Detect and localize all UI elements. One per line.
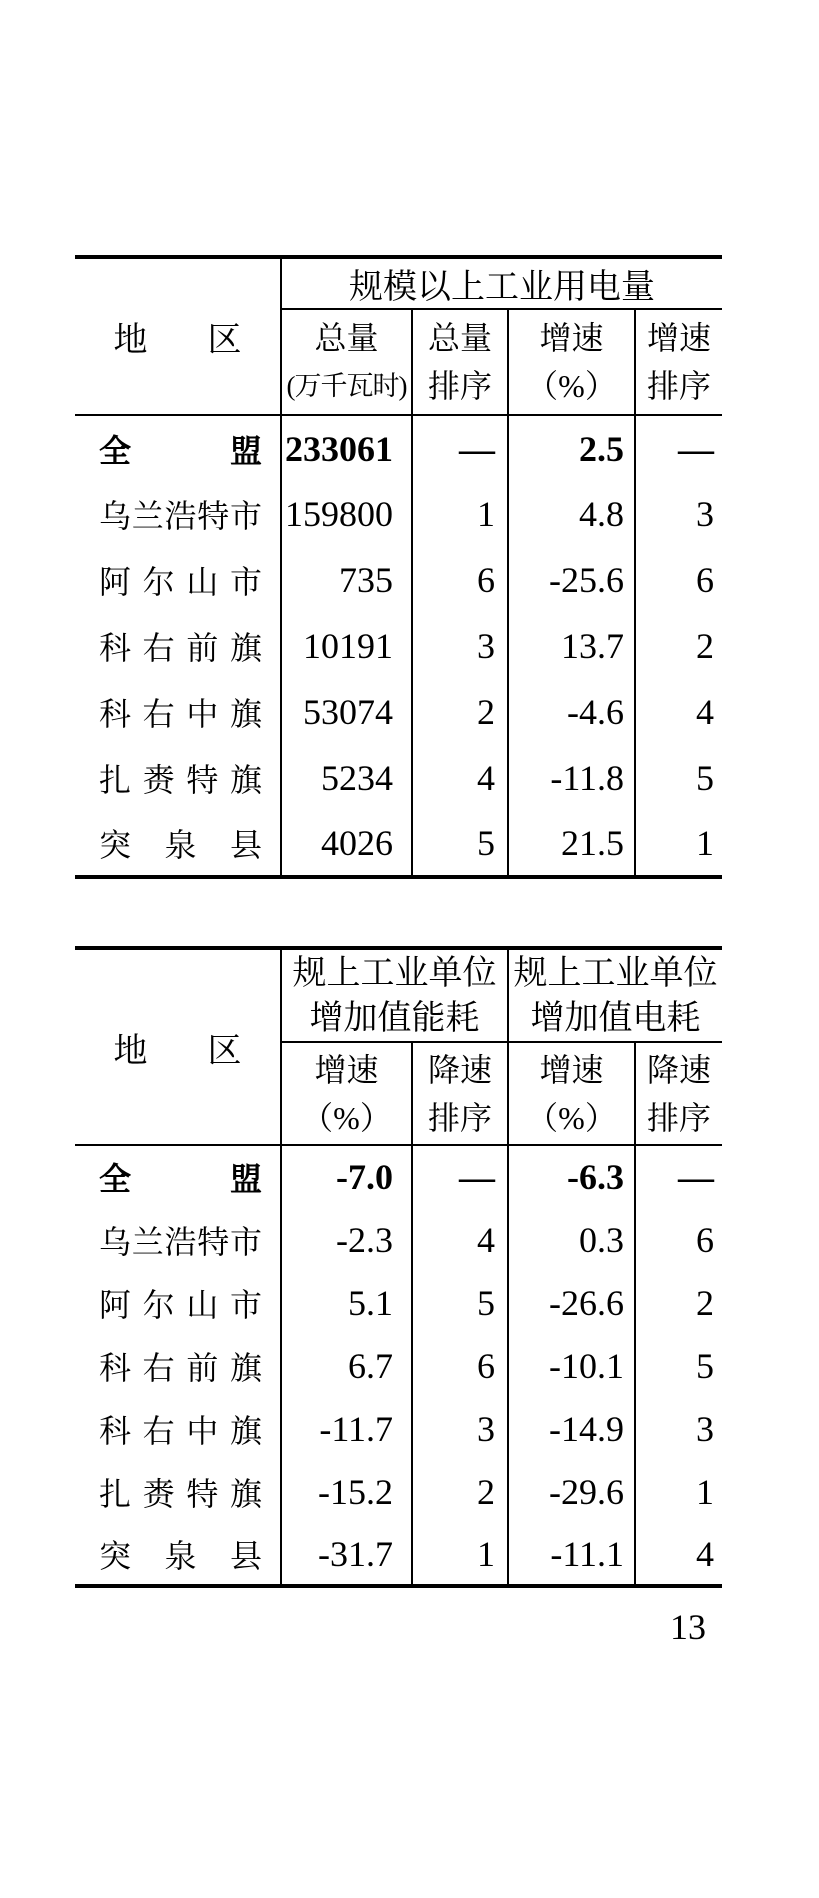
value-cell: 3 bbox=[412, 1397, 508, 1460]
region-char: 尔 bbox=[142, 1286, 175, 1323]
region-char: 区 bbox=[207, 322, 242, 359]
region-name bbox=[75, 689, 280, 735]
value-cell: 53074 bbox=[281, 679, 412, 745]
region-char: 兰 bbox=[131, 1223, 164, 1260]
value-cell: 5 bbox=[412, 1271, 508, 1334]
region-char: 旗 bbox=[229, 630, 262, 666]
value-cell: 10191 bbox=[281, 613, 412, 679]
table2-group-header-row bbox=[75, 948, 722, 1042]
table-row bbox=[75, 745, 722, 811]
region-char: 扎 bbox=[99, 762, 132, 798]
col-header-total bbox=[281, 309, 412, 415]
col-header-line1: 总量 bbox=[427, 320, 492, 356]
region-char: 县 bbox=[229, 1537, 262, 1574]
region-char: 兰 bbox=[131, 498, 164, 534]
value-cell: 1 bbox=[696, 1471, 714, 1512]
value-cell: 5.1 bbox=[281, 1271, 412, 1334]
region-name-cell bbox=[75, 745, 281, 811]
region-name-cell bbox=[75, 1208, 281, 1271]
col-header-line1: 增速 bbox=[539, 1051, 604, 1088]
col-header-electricity-growth bbox=[508, 1042, 635, 1145]
region-char: 阿 bbox=[99, 564, 132, 600]
value-cell: -4.6 bbox=[508, 679, 635, 745]
region-name-cell bbox=[75, 1523, 281, 1586]
value-cell: -6.3 bbox=[508, 1145, 635, 1208]
table1-body bbox=[75, 415, 722, 877]
value-cell: 1 bbox=[412, 1523, 508, 1586]
table-row bbox=[75, 1208, 722, 1271]
value-cell: -11.1 bbox=[508, 1523, 635, 1586]
region-char: 旗 bbox=[229, 1412, 262, 1449]
region-char: 全 bbox=[99, 1161, 132, 1197]
region-name-cell bbox=[75, 1460, 281, 1523]
table1-group-title: 规模以上工业用电量 bbox=[281, 257, 722, 309]
region-char: 市 bbox=[229, 564, 262, 600]
region-name bbox=[75, 1154, 280, 1200]
value-cell: 2 bbox=[412, 1460, 508, 1523]
region-char: 特 bbox=[197, 1223, 230, 1260]
table2-group-title-energy bbox=[281, 948, 508, 1042]
value-cell: -10.1 bbox=[508, 1334, 635, 1397]
value-cell: 4 bbox=[696, 692, 714, 732]
value-cell: 2 bbox=[696, 1282, 714, 1323]
region-name bbox=[75, 491, 280, 537]
value-cell: -2.3 bbox=[281, 1208, 412, 1271]
region-char: 全 bbox=[99, 432, 132, 469]
col-header-line2: （%） bbox=[526, 368, 617, 404]
col-header-line1: 总量 bbox=[314, 320, 379, 356]
value-cell: 6 bbox=[412, 1334, 508, 1397]
table1-group-header-row bbox=[75, 257, 722, 309]
value-cell: 4 bbox=[696, 1533, 714, 1574]
value-cell: — bbox=[412, 415, 508, 481]
col-header-line2: (万千瓦时) bbox=[286, 371, 407, 401]
region-char: 泉 bbox=[164, 1537, 197, 1574]
region-char: 特 bbox=[197, 498, 230, 534]
region-name-cell bbox=[75, 547, 281, 613]
col-header-line2: 排序 bbox=[646, 1099, 711, 1136]
region-char: 阿 bbox=[99, 1286, 132, 1323]
region-char: 科 bbox=[99, 630, 132, 666]
value-cell: -26.6 bbox=[508, 1271, 635, 1334]
region-header-label bbox=[114, 312, 242, 361]
value-cell: 4 bbox=[412, 1208, 508, 1271]
region-name-cell bbox=[75, 811, 281, 877]
value-cell: 0.3 bbox=[508, 1208, 635, 1271]
value-cell: 6.7 bbox=[281, 1334, 412, 1397]
col-header-line2: （%） bbox=[301, 1099, 392, 1136]
value-cell: -15.2 bbox=[281, 1460, 412, 1523]
col-header-line1: 增速 bbox=[314, 1051, 379, 1088]
value-cell: 3 bbox=[696, 494, 714, 534]
region-name bbox=[75, 623, 280, 669]
region-char: 盟 bbox=[229, 1161, 262, 1197]
value-cell: -31.7 bbox=[281, 1523, 412, 1586]
region-char: 突 bbox=[99, 827, 132, 863]
value-cell: 5 bbox=[696, 1345, 714, 1386]
region-char: 扎 bbox=[99, 1475, 132, 1512]
value-cell: 4026 bbox=[281, 811, 412, 877]
col-header-growth-rank bbox=[635, 309, 722, 415]
region-name bbox=[75, 1406, 280, 1452]
table-row bbox=[75, 1334, 722, 1397]
region-char: 旗 bbox=[229, 696, 262, 732]
region-char: 突 bbox=[99, 1537, 132, 1574]
value-cell: 6 bbox=[696, 1219, 714, 1260]
col-header-total-rank bbox=[412, 309, 508, 415]
region-name bbox=[75, 820, 280, 866]
region-char: 旗 bbox=[229, 1349, 262, 1386]
value-cell: 2 bbox=[412, 679, 508, 745]
col-header-growth bbox=[508, 309, 635, 415]
value-cell: 3 bbox=[696, 1408, 714, 1449]
value-cell: 6 bbox=[412, 547, 508, 613]
region-name-cell bbox=[75, 1334, 281, 1397]
group-title-line2: 增加值电耗 bbox=[530, 999, 701, 1037]
col-header-line2: 排序 bbox=[646, 368, 711, 404]
region-name-cell bbox=[75, 613, 281, 679]
region-name bbox=[75, 1469, 280, 1515]
col-header-line2: （%） bbox=[526, 1099, 617, 1136]
page-number: 13 bbox=[670, 1607, 706, 1647]
table-row bbox=[75, 547, 722, 613]
table-row bbox=[75, 1460, 722, 1523]
value-cell: 6 bbox=[696, 560, 714, 600]
table-row bbox=[75, 1271, 722, 1334]
value-cell: -11.8 bbox=[508, 745, 635, 811]
region-name-cell bbox=[75, 1271, 281, 1334]
table-row bbox=[75, 1145, 722, 1208]
unit-energy-consumption-table bbox=[75, 946, 722, 1588]
col-header-electricity-rank bbox=[635, 1042, 722, 1145]
region-name bbox=[75, 755, 280, 801]
value-cell: -14.9 bbox=[508, 1397, 635, 1460]
region-char: 旗 bbox=[229, 762, 262, 798]
region-char: 旗 bbox=[229, 1475, 262, 1512]
region-char: 赉 bbox=[142, 1475, 175, 1512]
region-name bbox=[75, 426, 280, 472]
region-char: 乌 bbox=[99, 1223, 132, 1260]
value-cell: 21.5 bbox=[508, 811, 635, 877]
region-char: 右 bbox=[142, 1412, 175, 1449]
table2-group-title-electricity bbox=[508, 948, 722, 1042]
region-char: 前 bbox=[186, 630, 219, 666]
table-row bbox=[75, 613, 722, 679]
region-char: 前 bbox=[186, 1349, 219, 1386]
region-char: 市 bbox=[229, 1223, 262, 1260]
region-char: 特 bbox=[186, 762, 219, 798]
region-char: 科 bbox=[99, 696, 132, 732]
group-title-line1: 规上工业单位 bbox=[513, 954, 718, 992]
region-char: 浩 bbox=[164, 498, 197, 534]
value-cell: -7.0 bbox=[281, 1145, 412, 1208]
table-row bbox=[75, 679, 722, 745]
value-cell: 4 bbox=[412, 745, 508, 811]
region-char: 地 bbox=[113, 322, 148, 359]
value-cell: 1 bbox=[412, 481, 508, 547]
region-name bbox=[75, 1217, 280, 1263]
region-char: 乌 bbox=[99, 498, 132, 534]
value-cell: 233061 bbox=[281, 415, 412, 481]
region-char: 市 bbox=[229, 498, 262, 534]
region-char: 浩 bbox=[164, 1223, 197, 1260]
value-cell: -11.7 bbox=[281, 1397, 412, 1460]
region-char: 科 bbox=[99, 1349, 132, 1386]
region-char: 县 bbox=[229, 827, 262, 863]
col-header-line1: 降速 bbox=[427, 1051, 492, 1088]
region-name bbox=[75, 1343, 280, 1389]
value-cell: 5 bbox=[696, 758, 714, 798]
region-char: 科 bbox=[99, 1412, 132, 1449]
region-name-cell bbox=[75, 1397, 281, 1460]
table2-body bbox=[75, 1145, 722, 1586]
region-char: 尔 bbox=[142, 564, 175, 600]
region-char: 区 bbox=[207, 1032, 242, 1070]
col-header-line2: 排序 bbox=[427, 368, 492, 404]
region-char: 右 bbox=[142, 1349, 175, 1386]
region-char: 右 bbox=[142, 630, 175, 666]
value-cell: — bbox=[412, 1145, 508, 1208]
group-title-line1: 规上工业单位 bbox=[292, 954, 497, 992]
value-cell: 13.7 bbox=[508, 613, 635, 679]
col-header-line1: 降速 bbox=[646, 1051, 711, 1088]
col-header-line1: 增速 bbox=[539, 320, 604, 356]
col-header-energy-growth bbox=[281, 1042, 412, 1145]
table-row bbox=[75, 1523, 722, 1586]
industrial-electricity-table bbox=[75, 255, 722, 879]
table-row bbox=[75, 1397, 722, 1460]
region-name-cell bbox=[75, 415, 281, 481]
region-name bbox=[75, 557, 280, 603]
region-name-cell bbox=[75, 481, 281, 547]
region-name-cell bbox=[75, 1145, 281, 1208]
region-header-label bbox=[114, 1023, 242, 1072]
region-char: 地 bbox=[113, 1032, 148, 1070]
region-char: 泉 bbox=[164, 827, 197, 863]
region-char: 山 bbox=[186, 564, 219, 600]
region-char: 赉 bbox=[142, 762, 175, 798]
region-column-header bbox=[75, 257, 281, 415]
value-cell: 5234 bbox=[281, 745, 412, 811]
col-header-line2: 排序 bbox=[427, 1099, 492, 1136]
value-cell: -25.6 bbox=[508, 547, 635, 613]
table-row bbox=[75, 811, 722, 877]
value-cell: 2 bbox=[696, 626, 714, 666]
value-cell: 735 bbox=[281, 547, 412, 613]
region-name-cell bbox=[75, 679, 281, 745]
region-char: 市 bbox=[229, 1286, 262, 1323]
value-cell: — bbox=[635, 1145, 722, 1208]
region-char: 盟 bbox=[229, 432, 262, 469]
value-cell: 3 bbox=[412, 613, 508, 679]
region-char: 山 bbox=[186, 1286, 219, 1323]
value-cell: 2.5 bbox=[508, 415, 635, 481]
value-cell: 5 bbox=[412, 811, 508, 877]
col-header-line1: 增速 bbox=[646, 320, 711, 356]
table-row bbox=[75, 481, 722, 547]
region-char: 中 bbox=[186, 1412, 219, 1449]
value-cell: — bbox=[635, 415, 722, 481]
region-name bbox=[75, 1280, 280, 1326]
group-title-line2: 增加值能耗 bbox=[309, 999, 480, 1037]
region-char: 右 bbox=[142, 696, 175, 732]
value-cell: 159800 bbox=[281, 481, 412, 547]
region-char: 中 bbox=[186, 696, 219, 732]
region-name bbox=[75, 1531, 280, 1577]
value-cell: -29.6 bbox=[508, 1460, 635, 1523]
value-cell: 4.8 bbox=[508, 481, 635, 547]
region-column-header bbox=[75, 948, 281, 1145]
col-header-energy-rank bbox=[412, 1042, 508, 1145]
table-row bbox=[75, 415, 722, 481]
value-cell: 1 bbox=[696, 823, 714, 863]
region-char: 特 bbox=[186, 1475, 219, 1512]
